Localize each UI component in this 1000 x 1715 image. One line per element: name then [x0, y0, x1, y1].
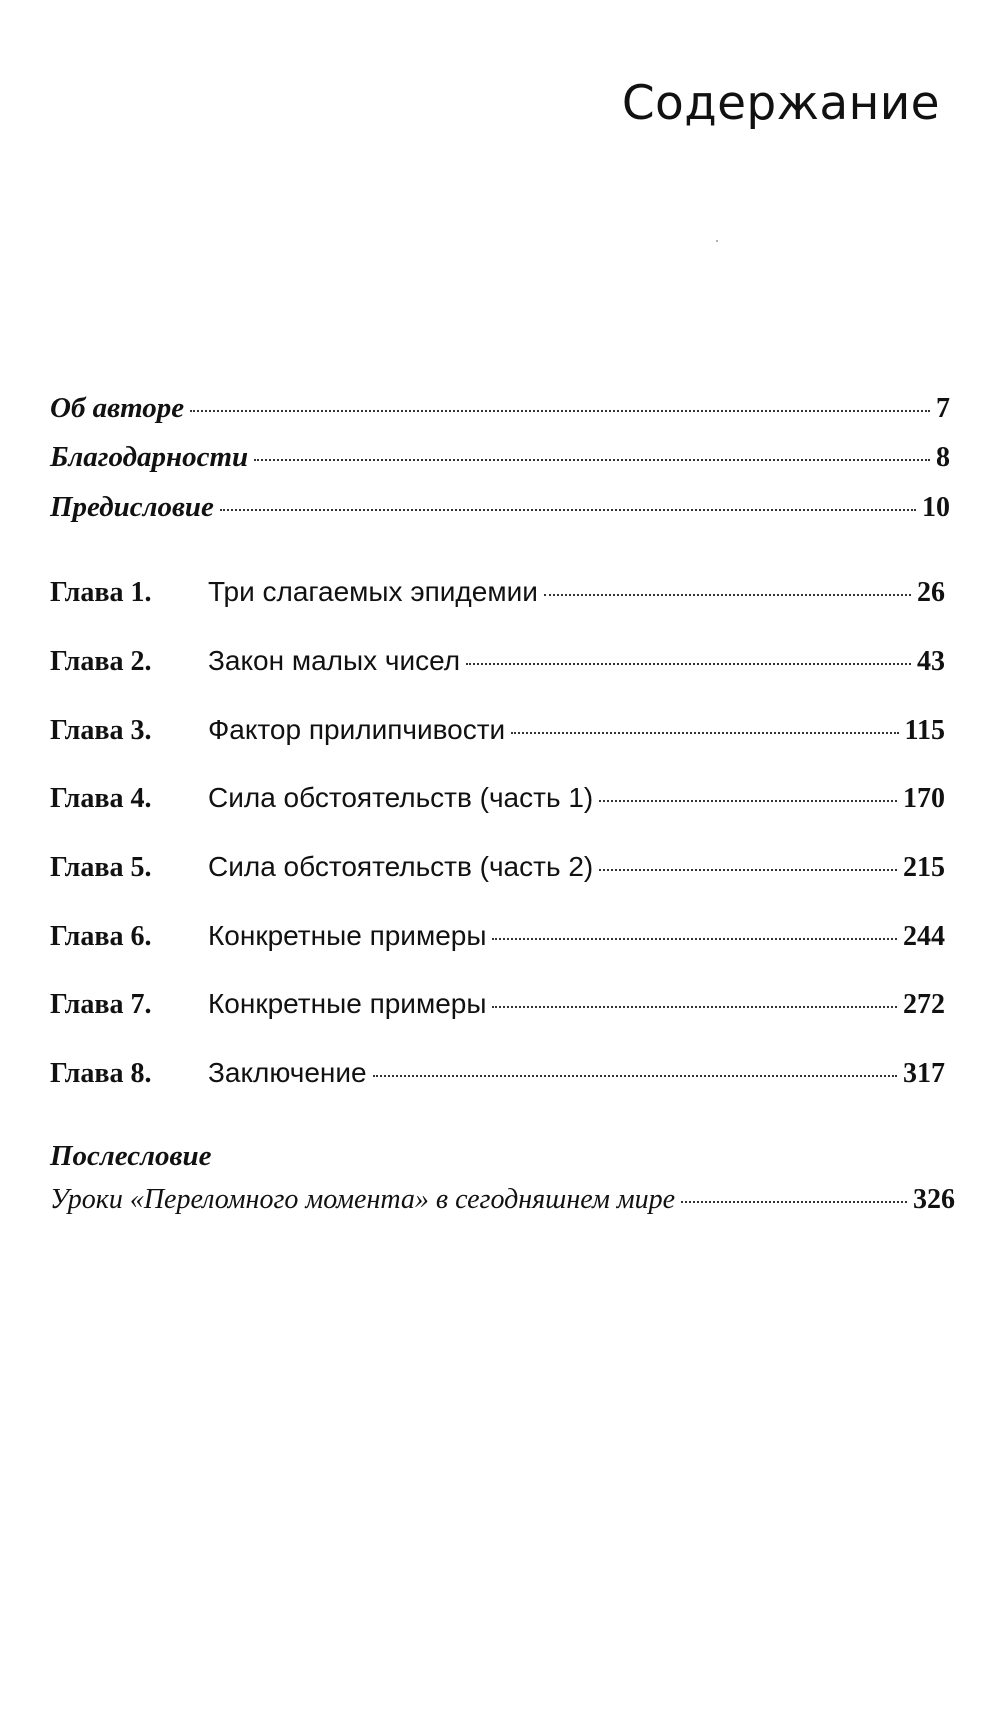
chapter-number: Глава 5. [50, 852, 152, 883]
chapter-number: Глава 3. [50, 715, 152, 746]
chapter-number: Глава 1. [50, 577, 152, 608]
toc-entry-afterword [50, 1184, 955, 1224]
toc-page-number: 8 [936, 442, 950, 473]
chapter-title: Заключение [208, 1057, 367, 1088]
chapter-number: Глава 7. [50, 989, 152, 1020]
toc-page-number: 244 [903, 921, 945, 952]
page-title: Содержание [621, 76, 940, 131]
toc-page-number: 10 [922, 492, 950, 523]
dot-leader [511, 732, 898, 734]
toc-chapter-row [50, 851, 945, 891]
toc-entry-front [50, 392, 950, 432]
toc-page-number: 115 [904, 715, 945, 746]
toc-entry-label: Благодарности [50, 441, 249, 473]
toc-page-number: 317 [903, 1058, 945, 1089]
chapter-number: Глава 4. [50, 783, 152, 814]
afterword-title: Уроки «Переломного момента» в сегодняшнем мире [50, 1184, 676, 1215]
chapter-title: Сила обстоятельств (часть 2) [208, 851, 594, 882]
toc-page-number: 43 [917, 646, 945, 677]
dot-leader [373, 1075, 897, 1077]
chapter-title: Закон малых чисел [208, 645, 461, 676]
dot-leader [599, 869, 897, 871]
toc-page-number: 26 [917, 577, 945, 608]
chapter-number: Глава 2. [50, 646, 152, 677]
chapter-title: Конкретные примеры [208, 988, 487, 1019]
dot-leader [599, 800, 897, 802]
toc-page-number: 170 [903, 783, 945, 814]
toc-entry-label: Предисловие [50, 491, 214, 523]
toc-chapter-row [50, 714, 945, 754]
toc-page-number: 215 [903, 852, 945, 883]
dot-leader [254, 459, 930, 461]
toc-page-number: 7 [936, 393, 950, 424]
toc-chapter-row [50, 920, 945, 960]
toc-chapter-row [50, 988, 945, 1028]
print-speck [716, 240, 718, 242]
chapter-title: Конкретные примеры [208, 920, 487, 951]
chapter-title: Фактор прилипчивости [208, 714, 506, 745]
toc-chapter-row [50, 782, 945, 822]
dot-leader [681, 1201, 907, 1203]
dot-leader [190, 410, 930, 412]
toc-entry-front [50, 441, 950, 481]
chapter-title: Три слагаемых эпидемии [208, 576, 538, 607]
toc-entry-front [50, 491, 950, 531]
chapter-title: Сила обстоятельств (часть 1) [208, 782, 594, 813]
dot-leader [492, 938, 897, 940]
toc-chapter-row [50, 645, 945, 685]
toc-page-number: 272 [903, 989, 945, 1020]
afterword-heading: Послесловие [50, 1140, 212, 1172]
toc-entry-label: Об авторе [50, 392, 185, 424]
dot-leader [492, 1006, 897, 1008]
toc-chapter-row [50, 1057, 945, 1097]
chapter-number: Глава 6. [50, 921, 152, 952]
chapter-number: Глава 8. [50, 1058, 152, 1089]
toc-chapter-row [50, 576, 945, 616]
dot-leader [544, 594, 911, 596]
dot-leader [220, 509, 916, 511]
toc-page-number: 326 [913, 1184, 955, 1215]
dot-leader [466, 663, 911, 665]
